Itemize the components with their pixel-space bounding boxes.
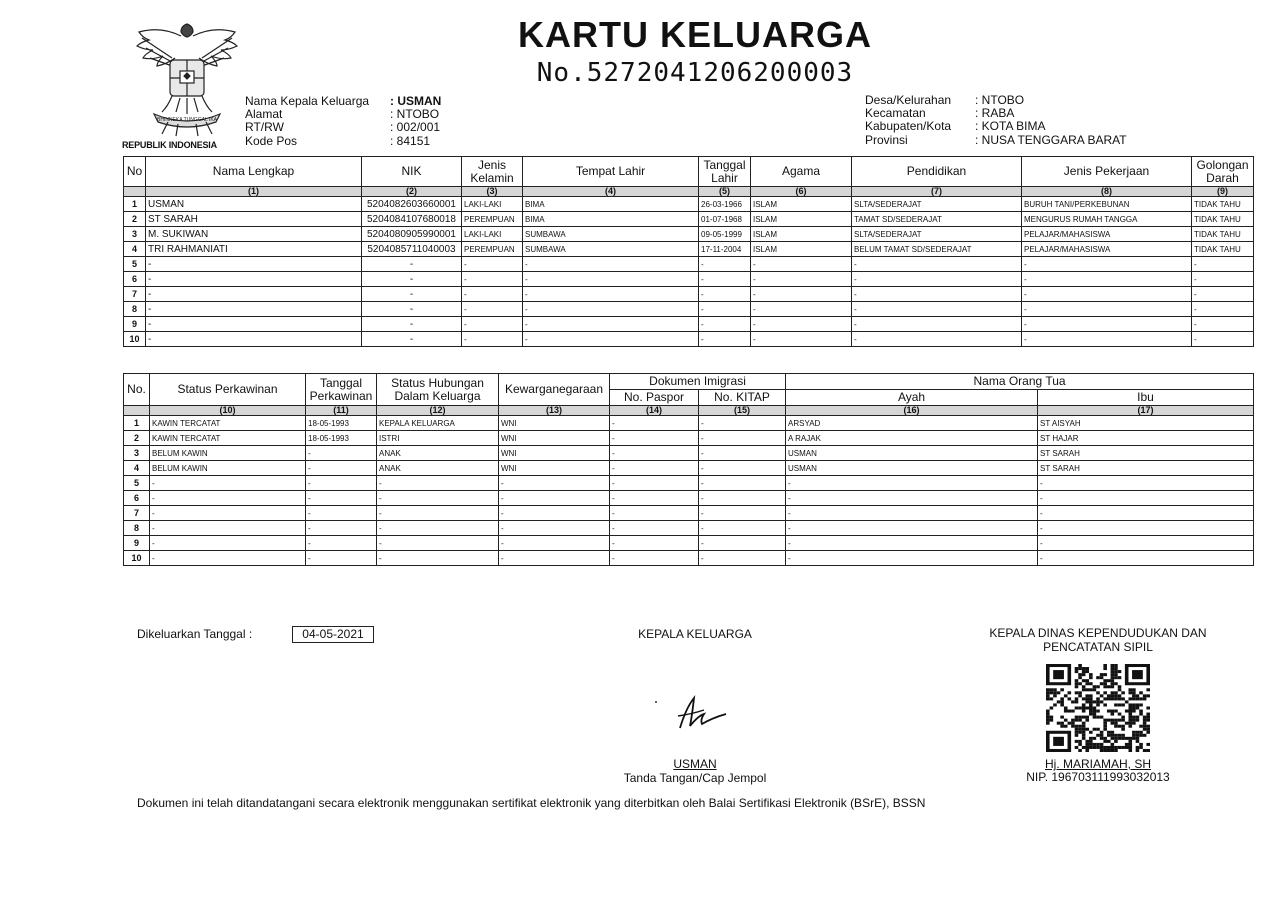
province-label: Provinsi — [865, 133, 908, 147]
table-row — [124, 446, 1254, 461]
cell-father: - — [786, 536, 1038, 551]
cell-mother: ST SARAH — [1038, 446, 1254, 461]
cell-no: 5 — [124, 257, 146, 272]
cell-education: BELUM TAMAT SD/SEDERAJAT — [852, 242, 1022, 257]
official-title-line1: KEPALA DINAS KEPENDUDUKAN DAN — [989, 626, 1207, 640]
cell-marital-status: - — [150, 506, 306, 521]
cell-kitap-no: - — [699, 446, 786, 461]
cell-birthplace: BIMA — [523, 212, 699, 227]
cell-kitap-no: - — [699, 476, 786, 491]
cell-relationship: - — [377, 536, 499, 551]
cell-father: ARSYAD — [786, 416, 1038, 431]
cell-relationship: ANAK — [377, 446, 499, 461]
cell-citizenship: WNI — [499, 446, 610, 461]
col-header-occupation: Jenis Pekerjaan — [1022, 157, 1192, 187]
head-of-family-value: : USMAN — [390, 94, 442, 108]
cell-religion: - — [751, 257, 852, 272]
cell-birthdate: 01-07-1968 — [699, 212, 751, 227]
col-header-religion: Agama — [751, 157, 852, 187]
village-value: : NTOBO — [975, 93, 1025, 107]
cell-mother: - — [1038, 536, 1254, 551]
cell-marriage-date: - — [306, 491, 377, 506]
rt-rw-value: : 002/001 — [390, 120, 441, 134]
cell-religion: - — [751, 332, 852, 347]
cell-kitap-no: - — [699, 416, 786, 431]
col-number-cell: (13) — [499, 406, 610, 416]
cell-nik: 5204080905990001 — [362, 227, 462, 242]
col-number-cell: (1) — [146, 187, 362, 197]
cell-marriage-date: - — [306, 536, 377, 551]
cell-education: - — [852, 302, 1022, 317]
electronic-signature-note: Dokumen ini telah ditandatangani secara elektronik menggunakan sertifikat elektronik yang diterbitkan oleh Balai Sertifikasi Elektronik (BSrE), BSSN — [137, 796, 926, 810]
cell-nama: - — [146, 287, 362, 302]
cell-marital-status: - — [150, 491, 306, 506]
table-row — [124, 272, 1254, 287]
cell-nik: 5204084107680018 — [362, 212, 462, 227]
cell-birthdate: 26-03-1966 — [699, 197, 751, 212]
cell-blood-type: - — [1192, 302, 1254, 317]
cell-religion: - — [751, 287, 852, 302]
cell-nama: - — [146, 272, 362, 287]
cell-mother: - — [1038, 491, 1254, 506]
table-row — [124, 302, 1254, 317]
cell-blood-type: - — [1192, 287, 1254, 302]
cell-no: 1 — [124, 416, 150, 431]
cell-nama: - — [146, 317, 362, 332]
cell-gender: - — [462, 287, 523, 302]
table-row — [124, 521, 1254, 536]
cell-mother: ST AISYAH — [1038, 416, 1254, 431]
cell-mother: - — [1038, 506, 1254, 521]
cell-blood-type: - — [1192, 257, 1254, 272]
cell-relationship: ISTRI — [377, 431, 499, 446]
cell-nik: 5204082603660001 — [362, 197, 462, 212]
cell-gender: LAKI-LAKI — [462, 197, 523, 212]
rt-rw-label: RT/RW — [245, 120, 284, 134]
cell-religion: - — [751, 317, 852, 332]
col-number-cell: (15) — [699, 406, 786, 416]
cell-citizenship: WNI — [499, 461, 610, 476]
cell-kitap-no: - — [699, 491, 786, 506]
district-label: Kecamatan — [865, 106, 926, 120]
cell-passport-no: - — [610, 506, 699, 521]
table-row — [124, 212, 1254, 227]
cell-no: 8 — [124, 302, 146, 317]
city-value: : KOTA BIMA — [975, 119, 1046, 133]
cell-education: - — [852, 272, 1022, 287]
cell-nik: - — [362, 332, 462, 347]
cell-nik: - — [362, 287, 462, 302]
cell-father: - — [786, 491, 1038, 506]
cell-religion: ISLAM — [751, 227, 852, 242]
cell-marital-status: BELUM KAWIN — [150, 461, 306, 476]
cell-blood-type: TIDAK TAHU — [1192, 212, 1254, 227]
cell-marriage-date: - — [306, 461, 377, 476]
cell-father: USMAN — [786, 461, 1038, 476]
cell-education: - — [852, 332, 1022, 347]
cell-citizenship: - — [499, 521, 610, 536]
district-value: : RABA — [975, 106, 1015, 120]
cell-father: - — [786, 476, 1038, 491]
cell-birthdate: - — [699, 317, 751, 332]
cell-no: 3 — [124, 227, 146, 242]
cell-blood-type: TIDAK TAHU — [1192, 197, 1254, 212]
cell-occupation: - — [1022, 302, 1192, 317]
col-header-full-name: Nama Lengkap — [146, 157, 362, 187]
qr-code-icon — [1046, 664, 1150, 752]
cell-no: 7 — [124, 506, 150, 521]
cell-kitap-no: - — [699, 551, 786, 566]
cell-no: 10 — [124, 332, 146, 347]
cell-occupation: BURUH TANI/PERKEBUNAN — [1022, 197, 1192, 212]
table-row — [124, 317, 1254, 332]
table-row — [124, 551, 1254, 566]
cell-gender: PEREMPUAN — [462, 242, 523, 257]
table-row — [124, 227, 1254, 242]
col-number-cell: (7) — [852, 187, 1022, 197]
cell-nik: - — [362, 302, 462, 317]
col-header-kitap-no: No. KITAP — [699, 390, 786, 406]
cell-mother: ST HAJAR — [1038, 431, 1254, 446]
col-number-cell: (8) — [1022, 187, 1192, 197]
cell-occupation: - — [1022, 287, 1192, 302]
cell-relationship: - — [377, 506, 499, 521]
cell-gender: - — [462, 257, 523, 272]
cell-marital-status: - — [150, 476, 306, 491]
cell-blood-type: - — [1192, 272, 1254, 287]
cell-nik: 5204085711040003 — [362, 242, 462, 257]
cell-nik: - — [362, 257, 462, 272]
cell-citizenship: - — [499, 491, 610, 506]
col-header-passport-no: No. Paspor — [610, 390, 699, 406]
cell-occupation: PELAJAR/MAHASISWA — [1022, 242, 1192, 257]
cell-gender: - — [462, 317, 523, 332]
official-nip: NIP. 196703111993032013 — [1026, 770, 1170, 784]
cell-marriage-date: - — [306, 551, 377, 566]
cell-nik: - — [362, 317, 462, 332]
table-row — [124, 197, 1254, 212]
col-number-cell — [124, 187, 146, 197]
province-value: : NUSA TENGGARA BARAT — [975, 133, 1127, 147]
col-header-nik: NIK — [362, 157, 462, 187]
table-row — [124, 416, 1254, 431]
cell-relationship: - — [377, 476, 499, 491]
cell-citizenship: - — [499, 536, 610, 551]
col-header-birthdate: Tanggal Lahir — [699, 157, 751, 187]
col-number-cell: (17) — [1038, 406, 1254, 416]
address-value: : NTOBO — [390, 107, 440, 121]
cell-kitap-no: - — [699, 461, 786, 476]
cell-occupation: PELAJAR/MAHASISWA — [1022, 227, 1192, 242]
cell-marital-status: KAWIN TERCATAT — [150, 431, 306, 446]
table-row — [124, 242, 1254, 257]
cell-no: 10 — [124, 551, 150, 566]
col-header-father: Ayah — [786, 390, 1038, 406]
col-header-gender: Jenis Kelamin — [462, 157, 523, 187]
cell-relationship: - — [377, 551, 499, 566]
cell-no: 8 — [124, 521, 150, 536]
cell-kitap-no: - — [699, 521, 786, 536]
cell-marital-status: - — [150, 551, 306, 566]
cell-no: 7 — [124, 287, 146, 302]
official-title-line2: PENCATATAN SIPIL — [1043, 640, 1153, 654]
cell-citizenship: - — [499, 551, 610, 566]
col-number-cell: (2) — [362, 187, 462, 197]
col-number-cell — [124, 406, 150, 416]
cell-no: 2 — [124, 212, 146, 227]
col-header-parents-name: Nama Orang Tua — [786, 374, 1254, 390]
cell-no: 6 — [124, 491, 150, 506]
cell-blood-type: TIDAK TAHU — [1192, 227, 1254, 242]
cell-nama: TRI RAHMANIATI — [146, 242, 362, 257]
cell-no: 3 — [124, 446, 150, 461]
cell-birthdate: 17-11-2004 — [699, 242, 751, 257]
cell-nama: M. SUKIWAN — [146, 227, 362, 242]
col-header-no: No — [124, 157, 146, 187]
cell-no: 4 — [124, 242, 146, 257]
cell-gender: - — [462, 332, 523, 347]
cell-occupation: - — [1022, 317, 1192, 332]
cell-birthplace: - — [523, 287, 699, 302]
cell-blood-type: - — [1192, 332, 1254, 347]
cell-citizenship: WNI — [499, 431, 610, 446]
cell-kitap-no: - — [699, 506, 786, 521]
cell-birthdate: - — [699, 302, 751, 317]
cell-marriage-date: - — [306, 506, 377, 521]
table-row — [124, 431, 1254, 446]
cell-passport-no: - — [610, 551, 699, 566]
family-members-table — [123, 156, 1254, 347]
cell-occupation: - — [1022, 332, 1192, 347]
cell-no: 1 — [124, 197, 146, 212]
table-row — [124, 506, 1254, 521]
cell-no: 4 — [124, 461, 150, 476]
cell-education: - — [852, 257, 1022, 272]
cell-passport-no: - — [610, 476, 699, 491]
col-number-cell: (14) — [610, 406, 699, 416]
cell-marriage-date: - — [306, 446, 377, 461]
col-number-cell: (10) — [150, 406, 306, 416]
col-number-cell: (5) — [699, 187, 751, 197]
col-header-no: No. — [124, 374, 150, 406]
col-header-family-relationship: Status Hubungan Dalam Keluarga — [377, 374, 499, 406]
cell-relationship: ANAK — [377, 461, 499, 476]
cell-religion: ISLAM — [751, 212, 852, 227]
col-number-cell: (12) — [377, 406, 499, 416]
cell-nama: - — [146, 332, 362, 347]
emblem-caption: REPUBLIK INDONESIA — [122, 140, 217, 150]
cell-passport-no: - — [610, 461, 699, 476]
cell-mother: - — [1038, 476, 1254, 491]
cell-mother: ST SARAH — [1038, 461, 1254, 476]
cell-mother: - — [1038, 521, 1254, 536]
col-number-cell: (6) — [751, 187, 852, 197]
cell-kitap-no: - — [699, 431, 786, 446]
cell-marital-status: BELUM KAWIN — [150, 446, 306, 461]
cell-passport-no: - — [610, 536, 699, 551]
table-row — [124, 461, 1254, 476]
cell-religion: - — [751, 302, 852, 317]
cell-passport-no: - — [610, 431, 699, 446]
cell-occupation: - — [1022, 272, 1192, 287]
garuda-emblem-icon — [128, 18, 246, 138]
cell-birthplace: SUMBAWA — [523, 227, 699, 242]
cell-blood-type: TIDAK TAHU — [1192, 242, 1254, 257]
cell-passport-no: - — [610, 416, 699, 431]
table-row — [124, 257, 1254, 272]
cell-father: - — [786, 506, 1038, 521]
cell-birthplace: - — [523, 302, 699, 317]
cell-marital-status: - — [150, 521, 306, 536]
col-number-cell: (4) — [523, 187, 699, 197]
cell-relationship: - — [377, 521, 499, 536]
village-label: Desa/Kelurahan — [865, 93, 952, 107]
cell-citizenship: WNI — [499, 416, 610, 431]
cell-gender: LAKI-LAKI — [462, 227, 523, 242]
cell-religion: - — [751, 272, 852, 287]
col-number-cell: (11) — [306, 406, 377, 416]
col-number-cell: (9) — [1192, 187, 1254, 197]
postal-code-label: Kode Pos — [245, 134, 298, 148]
cell-birthdate: - — [699, 287, 751, 302]
issued-date-value: 04-05-2021 — [292, 626, 374, 643]
cell-nama: - — [146, 302, 362, 317]
cell-education: TAMAT SD/SEDERAJAT — [852, 212, 1022, 227]
cell-father: USMAN — [786, 446, 1038, 461]
cell-nama: - — [146, 257, 362, 272]
cell-education: - — [852, 317, 1022, 332]
issued-date-label: Dikeluarkan Tanggal : — [137, 627, 253, 641]
col-header-citizenship: Kewarganegaraan — [499, 374, 610, 406]
cell-religion: ISLAM — [751, 242, 852, 257]
cell-gender: PEREMPUAN — [462, 212, 523, 227]
cell-father: - — [786, 551, 1038, 566]
cell-birthplace: BIMA — [523, 197, 699, 212]
cell-father: - — [786, 521, 1038, 536]
table-row — [124, 332, 1254, 347]
cell-no: 2 — [124, 431, 150, 446]
cell-marriage-date: - — [306, 521, 377, 536]
table-row — [124, 491, 1254, 506]
col-number-cell: (16) — [786, 406, 1038, 416]
cell-father: A RAJAK — [786, 431, 1038, 446]
cell-birthplace: SUMBAWA — [523, 242, 699, 257]
cell-passport-no: - — [610, 446, 699, 461]
signature-caption: Tanda Tangan/Cap Jempol — [623, 771, 767, 785]
cell-birthplace: - — [523, 317, 699, 332]
cell-birthplace: - — [523, 257, 699, 272]
cell-religion: ISLAM — [751, 197, 852, 212]
cell-relationship: KEPALA KELUARGA — [377, 416, 499, 431]
col-header-marriage-date: Tanggal Perkawinan — [306, 374, 377, 406]
table-row — [124, 476, 1254, 491]
cell-marital-status: KAWIN TERCATAT — [150, 416, 306, 431]
cell-passport-no: - — [610, 491, 699, 506]
postal-code-value: : 84151 — [390, 134, 431, 148]
handwritten-signature-icon — [650, 690, 740, 734]
cell-marriage-date: - — [306, 476, 377, 491]
cell-education: SLTA/SEDERAJAT — [852, 227, 1022, 242]
cell-passport-no: - — [610, 521, 699, 536]
cell-mother: - — [1038, 551, 1254, 566]
document-number: No.5272041206200003 — [536, 58, 854, 88]
cell-nama: USMAN — [146, 197, 362, 212]
cell-birthplace: - — [523, 272, 699, 287]
cell-no: 6 — [124, 272, 146, 287]
cell-birthplace: - — [523, 332, 699, 347]
table-row — [124, 536, 1254, 551]
cell-relationship: - — [377, 491, 499, 506]
address-label: Alamat — [245, 107, 283, 121]
col-header-marital-status: Status Perkawinan — [150, 374, 306, 406]
city-label: Kabupaten/Kota — [865, 119, 952, 133]
document-title: KARTU KELUARGA — [518, 14, 872, 55]
cell-birthdate: 09-05-1999 — [699, 227, 751, 242]
cell-no: 9 — [124, 536, 150, 551]
cell-citizenship: - — [499, 506, 610, 521]
col-header-immigration-docs: Dokumen Imigrasi — [610, 374, 786, 390]
cell-no: 5 — [124, 476, 150, 491]
svg-text:BHINNEKA TUNGGAL IKA: BHINNEKA TUNGGAL IKA — [156, 117, 218, 123]
head-of-family-label: Nama Kepala Keluarga — [245, 94, 370, 108]
cell-gender: - — [462, 272, 523, 287]
cell-birthdate: - — [699, 272, 751, 287]
cell-blood-type: - — [1192, 317, 1254, 332]
cell-nama: ST SARAH — [146, 212, 362, 227]
col-header-birthplace: Tempat Lahir — [523, 157, 699, 187]
cell-occupation: MENGURUS RUMAH TANGGA — [1022, 212, 1192, 227]
cell-marriage-date: 18-05-1993 — [306, 431, 377, 446]
cell-birthdate: - — [699, 332, 751, 347]
col-header-education: Pendidikan — [852, 157, 1022, 187]
cell-marriage-date: 18-05-1993 — [306, 416, 377, 431]
col-header-mother: Ibu — [1038, 390, 1254, 406]
cell-occupation: - — [1022, 257, 1192, 272]
cell-education: SLTA/SEDERAJAT — [852, 197, 1022, 212]
cell-birthdate: - — [699, 257, 751, 272]
family-status-table — [123, 373, 1254, 566]
head-of-family-name: USMAN — [673, 757, 717, 771]
official-name: Hj. MARIAMAH, SH — [1044, 757, 1151, 771]
cell-citizenship: - — [499, 476, 610, 491]
col-number-cell: (3) — [462, 187, 523, 197]
cell-nik: - — [362, 272, 462, 287]
table-row — [124, 287, 1254, 302]
cell-gender: - — [462, 302, 523, 317]
cell-marital-status: - — [150, 536, 306, 551]
col-header-blood-type: Golongan Darah — [1192, 157, 1254, 187]
head-of-family-signature-title: KEPALA KELUARGA — [638, 627, 752, 641]
cell-no: 9 — [124, 317, 146, 332]
cell-education: - — [852, 287, 1022, 302]
cell-kitap-no: - — [699, 536, 786, 551]
